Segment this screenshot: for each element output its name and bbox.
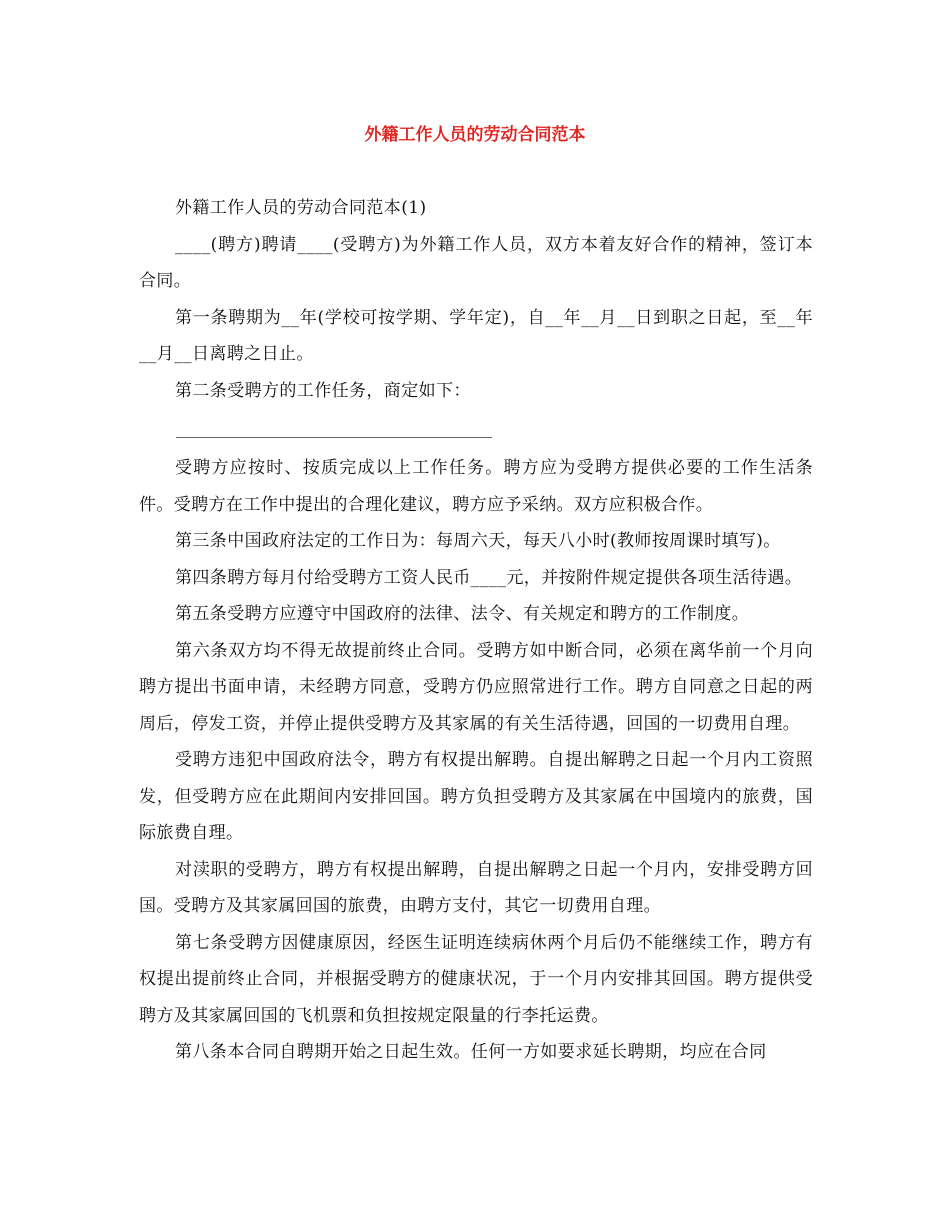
article-7-paragraph: 第七条受聘方因健康原因，经医生证明连续病休两个月后仍不能继续工作，聘方有权提出提前终止合同，并根据受聘方的健康状况，于一个月内安排其回国。聘方提供受聘方及其家属回国的飞机票和负担按规定限量的行李托运费。	[139, 932, 813, 1026]
blank-fill-line	[176, 413, 492, 438]
paragraph-dismissal-violation: 受聘方违犯中国政府法令，聘方有权提出解聘。自提出解聘之日起一个月内工资照发，但受聘方应在此期间内安排回国。聘方负担受聘方及其家属在中国境内的旅费，国际旅费自理。	[139, 750, 813, 843]
article-5-paragraph: 第五条受聘方应遵守中国政府的法律、法令、有关规定和聘方的工作制度。	[175, 604, 750, 624]
article-8-paragraph: 第八条本合同自聘期开始之日起生效。任何一方如要求延长聘期，均应在合同	[175, 1042, 767, 1062]
paragraph-duties: 受聘方应按时、按质完成以上工作任务。聘方应为受聘方提供必要的工作生活条件。受聘方在工作中提出的合理化建议，聘方应予采纳。双方应积极合作。	[139, 458, 813, 515]
paragraph-parties: ____(聘方)聘请____(受聘方)为外籍工作人员，双方本着友好合作的精神，签订本合同。	[139, 234, 813, 291]
article-2-paragraph: 第二条受聘方的工作任务，商定如下：	[175, 380, 471, 401]
paragraph-heading: 外籍工作人员的劳动合同范本(1)	[175, 198, 427, 218]
article-4-paragraph: 第四条聘方每月付给受聘方工资人民币____元，并按附件规定提供各项生活待遇。	[175, 567, 803, 588]
paragraph-dismissal-negligence: 对渎职的受聘方，聘方有权提出解聘，自提出解聘之日起一个月内，安排受聘方回国。受聘方及其家属回国的旅费，由聘方支付，其它一切费用自理。	[139, 859, 813, 916]
document-title: 外籍工作人员的劳动合同范本	[364, 125, 586, 145]
article-6-paragraph: 第六条双方均不得无故提前终止合同。受聘方如中断合同，必须在离华前一个月向聘方提出书面申请，未经聘方同意，受聘方仍应照常进行工作。聘方自同意之日起的两周后，停发工资，并停止提供受聘方及其家属的有关生活待遇，回国的一切费用自理。	[139, 640, 813, 734]
article-3-paragraph: 第三条中国政府法定的工作日为：每周六天，每天八小时(教师按周课时填写)。	[175, 531, 781, 551]
article-1-paragraph: 第一条聘期为__年(学校可按学期、学年定)，自__年__月__日到职之日起，至__年__月__日离聘之日止。	[139, 307, 813, 364]
document-body	[139, 190, 813, 1071]
